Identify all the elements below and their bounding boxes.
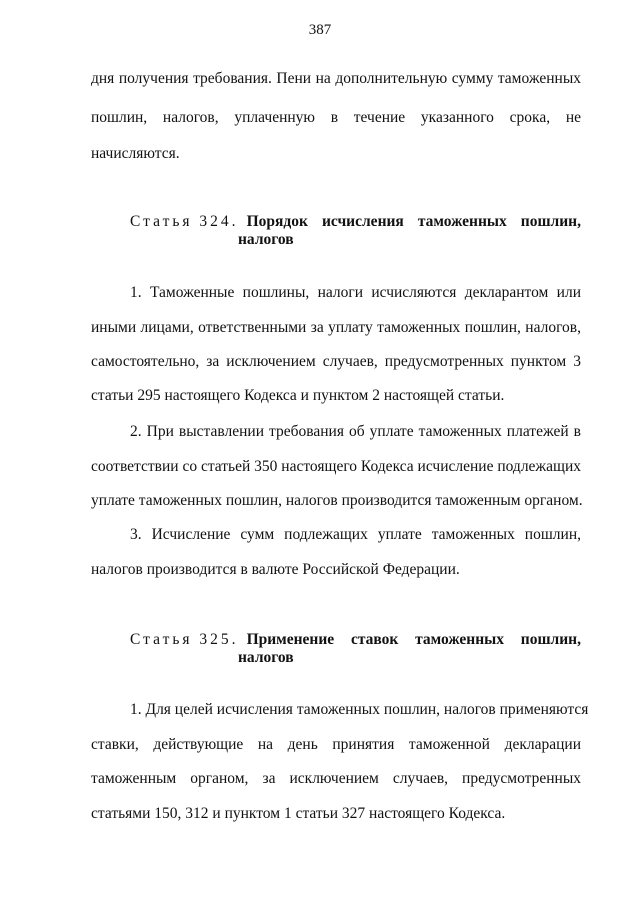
article-label: Статья 325. [130, 631, 239, 648]
text-line: 2. При выставлении требования об уплате таможенных платежей в [130, 423, 581, 440]
text-line: налогов производится в валюте Российской Федерации. [91, 561, 460, 578]
text-line: статьи 295 настоящего Кодекса и пунктом 2 настоящей статьи. [91, 387, 505, 404]
text-line: статьями 150, 312 и пунктом 1 статьи 327 настоящего Кодекса. [91, 805, 506, 822]
article-325-heading [130, 631, 581, 649]
text-line: ставки, действующие на день принятия таможенной декларации [91, 736, 581, 753]
article-title-continuation: налогов [238, 231, 294, 248]
text-line: соответствии со статьей 350 настоящего Кодекса исчисление подлежащих [91, 458, 581, 475]
text-line: 3. Исчисление сумм подлежащих уплате таможенных пошлин, [130, 526, 581, 543]
text-line: 1. Для целей исчисления таможенных пошлин, налогов применяются [130, 701, 589, 718]
text-line: уплате таможенных пошлин, налогов производится таможенным органом. [91, 492, 583, 509]
text-line: начисляются. [91, 145, 180, 162]
page-number: 387 [308, 22, 332, 38]
article-title-continuation: налогов [238, 649, 294, 666]
article-title: Порядок исчисления таможенных пошлин, [246, 213, 581, 230]
text-line: самостоятельно, за исключением случаев, предусмотренных пунктом 3 [91, 353, 581, 370]
article-label: Статья 324. [130, 213, 239, 230]
text-line: пошлин, налогов, уплаченную в течение указанного срока, не [91, 109, 581, 126]
article-324-heading [130, 213, 581, 231]
text-line: иными лицами, ответственными за уплату таможенных пошлин, налогов, [91, 319, 581, 336]
text-line: таможенным органом, за исключением случаев, предусмотренных [91, 770, 581, 787]
text-line: дня получения требования. Пени на дополнительную сумму таможенных [91, 70, 581, 87]
article-title: Применение ставок таможенных пошлин, [246, 631, 581, 648]
text-line: 1. Таможенные пошлины, налоги исчисляются декларантом или [130, 284, 581, 301]
